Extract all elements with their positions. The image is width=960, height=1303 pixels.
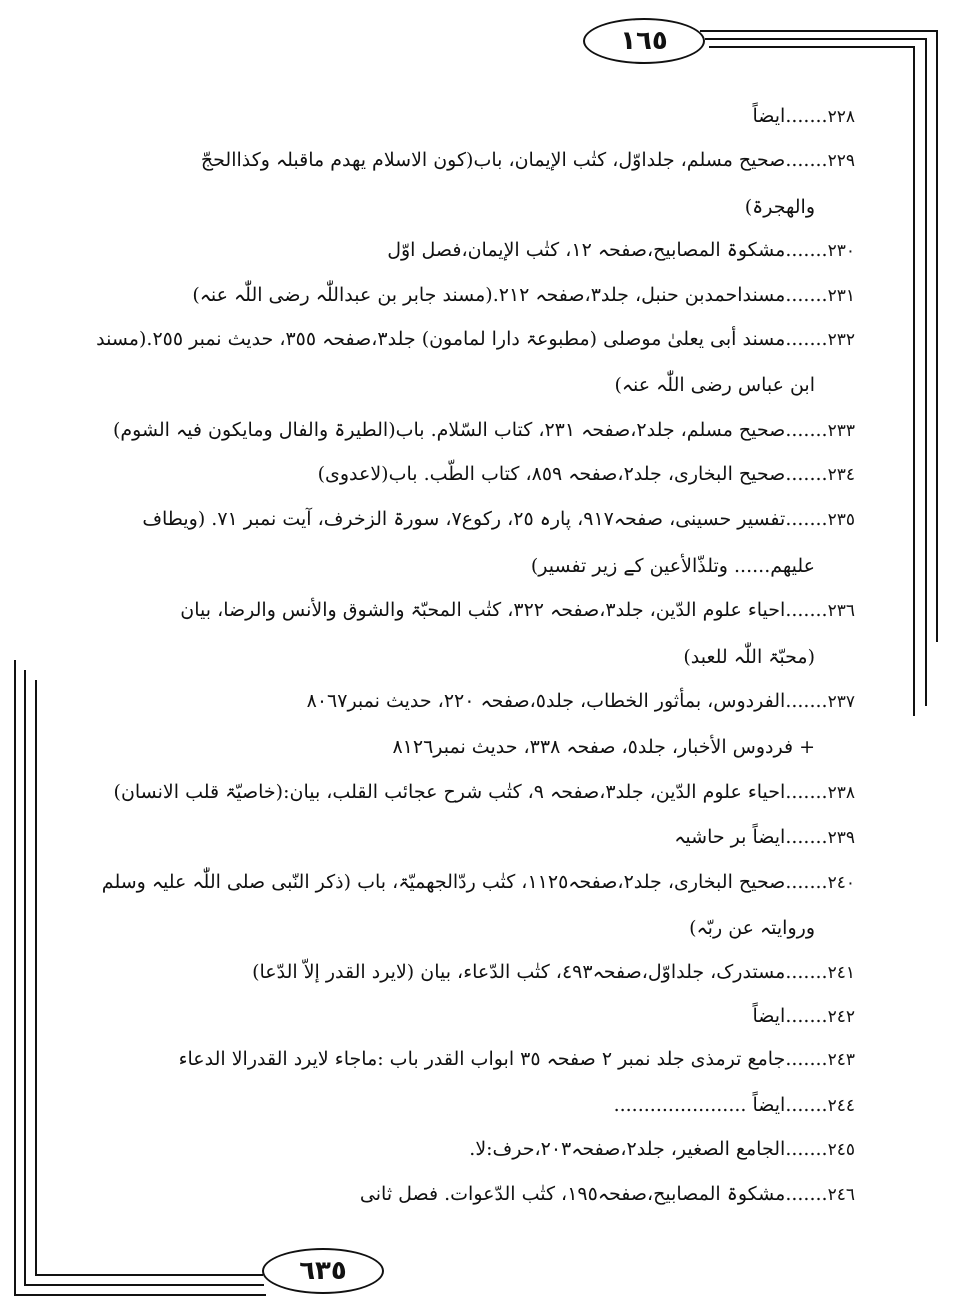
footnote-dots: ....... <box>785 1138 828 1160</box>
frame-left-line-2 <box>24 670 26 1286</box>
footnote-dots: ....... <box>785 871 828 893</box>
header-page-number: ١٦٥ <box>583 18 705 64</box>
footnote-continuation: + فردوس الأخبار، جلد٥، صفحہ ٣٣٨، حدیث نمبر٨١٢٦ <box>392 736 815 758</box>
footnote-number: ٢٣٩ <box>827 828 855 848</box>
footnote-9 <box>180 598 855 623</box>
frame-left-line-1 <box>14 660 16 1296</box>
footnote-text: مسنداحمدبن حنبل، جلد٣،صفحہ ٢١٢.(مسند جابر بن عبداللّٰہ رضی اللّٰہ عنہ) <box>192 284 786 306</box>
footnote-11 <box>114 780 855 805</box>
footnote-12 <box>674 825 855 850</box>
footnote-number: ٢٣٥ <box>827 510 855 530</box>
footnote-number: ٢٣٨ <box>827 783 855 803</box>
footnote-17 <box>614 1093 855 1118</box>
footnote-dots: ....... <box>785 599 828 621</box>
frame-bottom-line-3 <box>35 1274 263 1276</box>
footnote-dots: ....... <box>785 463 828 485</box>
footnote-3 <box>387 238 855 263</box>
footnote-text: احیاء علوم الدّین، جلد٣،صفحہ ٣٢٢، کتٰب المحبّۃ والشوق والأنس والرضا، بیان <box>180 599 786 621</box>
footnote-16 <box>179 1047 855 1072</box>
footnote-number: ٢٤١ <box>827 963 855 983</box>
footnote-text: صحیح البخاری، جلد٢،صفحہ١١٢٥، کتٰب ردّالجھمیّۃ، باب (ذکر النّبی صلی اللّٰہ علیہ وسلم <box>101 871 786 893</box>
footnote-dots: ....... <box>785 105 828 127</box>
footnote-18 <box>469 1137 855 1162</box>
footnote-number: ٢٣٤ <box>827 465 855 485</box>
frame-top-line-2 <box>705 38 927 40</box>
frame-bottom-line-2 <box>24 1284 264 1286</box>
footnote-text: مستدرک، جلداوّل،صفحہ٤٩٣، کتٰب الدّعاء، بیان (لایرد القدر إلاّ الدّعا) <box>252 961 786 983</box>
footnote-dots: ....... <box>785 690 828 712</box>
footnote-text: تفسیر حسینی، صفحہ٩١٧، پارہ ٢٥، رکوع٧، سورۃ الزخرف، آیت نمبر ٧١. (ویطاف <box>142 508 786 530</box>
footer-page-number: ٦٣٥ <box>262 1248 384 1294</box>
frame-left-line-3 <box>35 680 37 1276</box>
footnote-text: ایضاً <box>752 105 786 127</box>
footnote-number: ٢٣٢ <box>827 330 855 350</box>
frame-top-line-1 <box>700 30 938 32</box>
footnote-dots: ....... <box>785 781 828 803</box>
footnote-number: ٢٣١ <box>827 286 855 306</box>
footnote-10 <box>307 689 855 714</box>
footnote-dots: ....... <box>785 961 828 983</box>
footnote-text: مشکوۃ المصابیح،صفحہ١٩٥، کتٰب الدّعوات. فصل ثانی <box>359 1183 786 1205</box>
footnote-number: ٢٢٩ <box>827 151 855 171</box>
footnote-number: ٢٤٢ <box>827 1007 855 1027</box>
frame-right-line-3 <box>913 46 915 716</box>
footnote-number: ٢٣٣ <box>827 421 855 441</box>
footnote-text: صحیح البخاری، جلد٢،صفحہ ٨٥٩، کتاب الطّب. باب(لاعدوی) <box>317 463 786 485</box>
footnote-number: ٢٤٥ <box>827 1140 855 1160</box>
footnote-text: مسند أبی یعلیٰ موصلی (مطبوعۃ دارا لمامون) جلد٣،صفحہ ٣٥٥، حدیث نمبر ٢٥٥.(مسند <box>96 328 786 350</box>
footnote-text: ایضاً ...................... <box>613 1094 786 1116</box>
footnote-number: ٢٤٦ <box>827 1185 855 1205</box>
footnote-number: ٢٤٣ <box>827 1050 855 1070</box>
footnote-dots: ....... <box>785 328 828 350</box>
footnote-continuation: والھجرۃ) <box>744 196 815 218</box>
footnote-number: ٢٣٠ <box>827 241 855 261</box>
footnote-text: صحیح مسلم، جلداوّل، کتٰب الإیمان، باب(کون الاسلام یھدم ماقبلہ وکذاالحجّ <box>200 149 786 171</box>
footnote-number: ٢٤٠ <box>827 873 855 893</box>
footnote-2 <box>201 148 855 173</box>
footnote-6 <box>113 418 855 443</box>
footnote-continuation: وروایتہ عن ربّہ) <box>689 917 815 939</box>
footnote-text: الفردوس، بمأثور الخطاب، جلد٥،صفحہ ٢٢٠، حدیث نمبر٨٠٦٧ <box>306 690 786 712</box>
footnote-13 <box>102 870 855 895</box>
footnote-19 <box>360 1182 855 1207</box>
footnote-8 <box>142 507 855 532</box>
footnote-dots: ....... <box>785 826 828 848</box>
footnote-dots: ....... <box>785 1183 828 1205</box>
footnote-number: ٢٣٧ <box>827 692 855 712</box>
footnote-number: ٢٢٨ <box>827 107 855 127</box>
footnote-dots: ....... <box>785 284 828 306</box>
frame-right-line-1 <box>936 30 938 642</box>
frame-right-line-2 <box>925 38 927 706</box>
footnote-number: ٢٣٦ <box>827 601 855 621</box>
footnote-continuation: ابن عباس رضی اللّٰہ عنہ) <box>614 374 815 396</box>
footnote-text: ایضاً <box>752 1005 786 1027</box>
footnote-14 <box>252 960 855 985</box>
footnote-text: مشکوۃ المصابیح،صفحہ ١٢، کتٰب الإیمان،فصل اوّل <box>387 239 786 261</box>
footnote-text: الجامع الصغیر، جلد٢،صفحہ٢٠٣،حرف:لا. <box>469 1138 786 1160</box>
footnote-dots: ....... <box>785 1094 828 1116</box>
footnote-continuation: (محبّۃ اللّٰہ للعبد) <box>683 646 815 668</box>
footnote-dots: ....... <box>785 1048 828 1070</box>
footnote-4 <box>192 283 855 308</box>
footnote-dots: ....... <box>785 149 828 171</box>
footnote-dots: ....... <box>785 1005 828 1027</box>
footnote-dots: ....... <box>785 508 828 530</box>
footnote-1 <box>752 104 855 129</box>
footnote-continuation: علیھم...... وتلذّالأعین کے زیر تفسیر) <box>530 555 815 577</box>
footnote-text: احیاء علوم الدّین، جلد٣،صفحہ ٩، کتٰب شرح عجائب القلب، بیان:(خاصیّۃ قلب الانسان) <box>113 781 786 803</box>
footnote-text: جامع ترمذی جلد نمبر ٢ صفحہ ٣٥ ابواب القدر باب :ماجاء لایرد القدرالا الدعاء <box>178 1048 786 1070</box>
footnote-15 <box>752 1004 855 1029</box>
frame-bottom-line-1 <box>14 1294 266 1296</box>
frame-top-line-3 <box>709 46 915 48</box>
footnote-dots: ....... <box>785 239 828 261</box>
footnote-text: صحیح مسلم، جلد٢،صفحہ ٢٣١، کتاب السّلام. باب(الطیرۃ والفال ومایکون فیہ الشوم) <box>112 419 786 441</box>
footnote-text: ایضاً بر حاشیہ <box>674 826 786 848</box>
footnote-7 <box>318 462 855 487</box>
footnote-number: ٢٤٤ <box>827 1096 855 1116</box>
footnote-5 <box>96 327 855 352</box>
footnote-dots: ....... <box>785 419 828 441</box>
